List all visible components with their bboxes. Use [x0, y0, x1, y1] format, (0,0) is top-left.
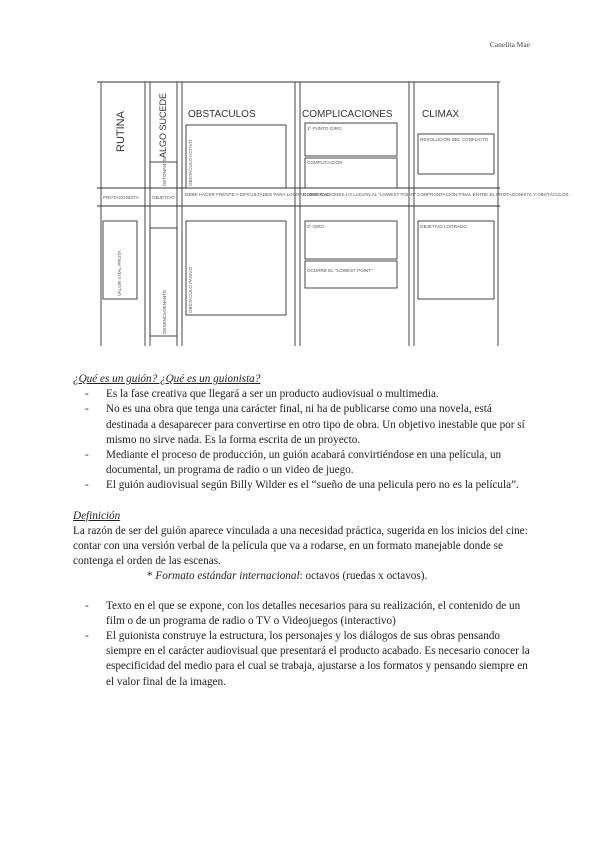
document-body — [73, 372, 533, 690]
list-item: - Texto en el que se expone, con los detalles necesarios para su realización, el contenido de un film o de un programa de radio o TV o Videojuegos (interactivo) — [106, 599, 533, 629]
list-item: - El guionista construye la estructura, los personajes y los diálogos de sus obras pensando siempre en el carácter audiovisual que presentará el producto acabado. Es necesario conocer la especificidad del medio para el cual se trabaja, ajustarse a los formatos y pensando siempre en el valor final de la imagen. — [106, 629, 533, 690]
label-obstaculo-pasivo: OBSTACULO PASIVO — [188, 266, 193, 313]
label-detonante: DETONANTE — [162, 157, 167, 186]
label-resolucion: RESOLUCIÓN DEL CONFLICTO — [420, 137, 489, 142]
column-complicaciones: COMPLICACIONES — [302, 109, 393, 120]
label-complicacion: COMPLICACIÓN — [307, 160, 343, 165]
section2-paragraph: La razón de ser del guión aparece vinculada a una necesidad práctica, sugerida en los inicios del cine: contar con una versión verbal de la película que va a rodarse, en un formato manejable donde se contenga el orden de las escenas. — [73, 524, 528, 568]
label-objetivo: OBJETIVO — [152, 195, 175, 200]
column-obstaculos: OBSTACULOS — [188, 109, 256, 120]
list-item: - Mediante el proceso de producción, un guión acabará convirtiéndose en una película, un documental, un programa de radio o un video de juego. — [106, 448, 533, 478]
section2-title: Definición — [73, 509, 121, 522]
label-punto-giro: 1º PUNTO GIRO — [307, 126, 342, 131]
label-obstaculo-activo: OBSTACULO ACTIVO — [188, 139, 193, 186]
list-item: - El guión audiovisual según Billy Wilder es el “sueño de una pelicula pero no es la película”. — [106, 478, 533, 493]
label-segundo-giro: 2º GIRO — [307, 224, 325, 229]
section1-list — [73, 387, 533, 493]
label-complicaciones-desc: COMPLICACIONES LO LLEVAN AL "LOWEST POINT" — [303, 192, 417, 197]
note-text: : octavos (ruedas x octavos). — [299, 570, 428, 583]
label-lowest-point: OCURRE EL "LOWEST POINT" — [307, 268, 373, 273]
section2-list — [73, 599, 533, 690]
label-valor-vital: VALOR VITAL PROTA — [117, 250, 122, 296]
list-item: - Es la fase creativa que llegará a ser un producto audiovisual o multimedia. — [106, 387, 533, 402]
section1-title: ¿Qué es un guión? ¿Qué es un guionista? — [73, 373, 261, 385]
header-author: Canelita Mae — [489, 40, 530, 49]
label-desencadenante: DESENCADENANTE — [162, 289, 167, 334]
note-prefix: * — [147, 570, 156, 583]
label-protagonista: PROTAGONISTA — [103, 195, 139, 200]
note-label: Formato estándar internacional — [155, 570, 300, 583]
label-objetivo-logrado: OBJETIVO LOGRADO — [420, 224, 467, 229]
label-climax-desc: CONFRONTACIÓN FINAL ENTRE EL PROTAGONISTA Y OBSTÁCULOS — [417, 192, 569, 197]
label-algo-sucede: ALGO SUCEDE — [158, 92, 168, 158]
label-rutina: RUTINA — [115, 111, 127, 152]
column-climax: CLIMAX — [422, 109, 460, 120]
list-item: - No es una obra que tenga una carácter final, ni ha de publicarse como una novela, está destinada a desaparecer para convertirse en otro tipo de obra. Un objetivo inestable que por sí mismo no sirve nada. Es la forma escrita de un proyecto. — [106, 402, 533, 448]
format-note — [73, 569, 533, 584]
label-obstaculos-desc: DEBE HACER FRENTE A DIFICULTADES PARA LOGRAR OBJETIVO — [185, 192, 330, 197]
story-structure-diagram — [97, 78, 569, 348]
